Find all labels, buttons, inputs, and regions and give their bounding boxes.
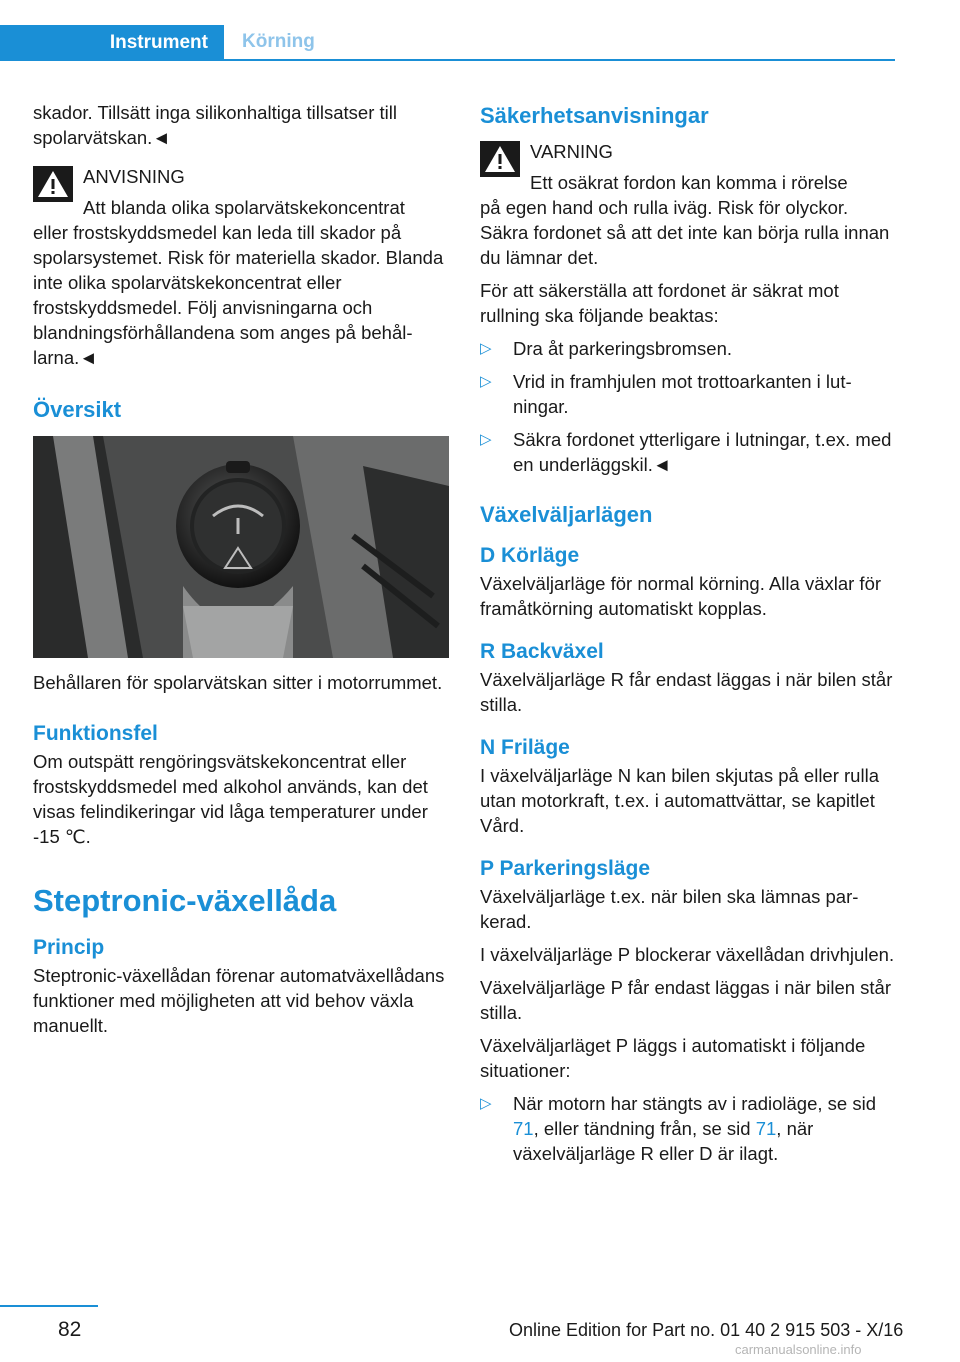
principle-text: Steptronic-växellådan förenar automatväxellådans funktioner med möjligheten att vid behov växla manuellt. [33,965,445,1036]
warning-first-line: Ett osäkrat fordon kan komma i rörelse [530,172,848,193]
list-item: ▷ Säkra fordonet ytterligare i lutningar, t.ex. med en underläggskil.◄ [480,429,892,475]
header-rule [0,59,895,61]
bullet-arrow-icon: ▷ [480,340,492,357]
tab-korning[interactable]: Körning [242,31,315,52]
page-number: 82 [58,1318,82,1341]
malfunction-text: Om outspätt rengöringsvätskekoncentrat eller frostskyddsmedel med alkohol används, kan det visas felindikeringar vid låga temperaturer under ‑15 ℃. [33,751,428,847]
warning-triangle-icon [480,141,520,177]
steptronic-heading: Steptronic-växellåda [33,883,337,918]
warning-triangle-icon [33,166,73,202]
photo-caption: Behållaren för spolarvätskan sitter i motorrummet. [33,672,443,693]
n-mode-heading: N Friläge [480,736,570,759]
left-column [33,100,449,1046]
notice-rest: eller frostskyddsmedel kan leda till skador på spolarsystemet. Risk för materiella skador. Blanda inte olika spolarvätskekoncentrat eller frostskyddsmedel. Följ anvisningarna och blandningsförhållandena som anges på behållarna.◄ [33,222,444,368]
bullet-arrow-icon: ▷ [480,373,492,390]
modes-heading: Växelväljarlägen [480,502,653,527]
p-mode-text-3: Växelväljarläge P får endast läggas i när bilen står stilla. [480,977,892,1023]
notice-block [33,164,449,370]
p-mode-text-1: Växelväljarläge t.ex. när bilen ska lämnas parkerad. [480,886,859,932]
watermark: carmanualsonline.info [735,1342,862,1357]
notice-text [33,195,449,370]
principle-heading: Princip [33,936,105,959]
header-tab-bar [0,25,895,61]
footer-rule [0,1305,98,1307]
p-mode-heading: P Parkeringsläge [480,857,651,880]
d-mode-heading: D Körläge [480,544,580,567]
p-mode-text-2: I växelväljarläge P blockerar växellådan drivhjulen. [480,944,895,965]
list-item: ▷ Vrid in framhjulen mot trottoarkanten i lutningar. [480,371,852,417]
page-link-71[interactable]: 71 [513,1118,534,1139]
d-mode-text: Växelväljarläge för normal körning. Alla växlar för framåtkörning automatiskt kopplas. [480,573,882,619]
washer-fluid-reservoir-photo [33,436,449,658]
list-item: ▷ När motorn har stängts av i radioläge, se sid 71, eller tändning från, se sid 71, när växelväljarläge R eller D är ilagt. [480,1093,876,1164]
safety-bullet-list [480,336,896,477]
bullet-arrow-icon: ▷ [480,1095,492,1112]
notice-first-line: Att blanda olika spolarvätskekoncentrat [83,197,405,218]
tab-instrument[interactable]: Instrument [0,25,224,61]
malfunction-heading: Funktionsfel [33,722,158,745]
p-mode-bullet-list [480,1091,896,1166]
warning-title: VARNING [530,141,613,162]
notice-title: ANVISNING [83,166,185,187]
page-link-71[interactable]: 71 [755,1118,777,1139]
bullet-arrow-icon: ▷ [480,431,492,448]
intro-text: skador. Tillsätt inga silikonhaltiga tillsatser till spolarvätskan.◄ [33,102,397,148]
overview-heading: Översikt [33,397,122,422]
r-mode-heading: R Backväxel [480,640,604,663]
warning-rest: på egen hand och rulla iväg. Risk för olyckor. Säkra fordonet så att det inte kan börja rulla innan du lämnar det. [480,197,890,268]
ensure-text: För att säkerställa att fordonet är säkrat mot rullning ska följande beaktas: [480,280,839,326]
n-mode-text: I växelväljarläge N kan bilen skjutas på eller rulla utan motorkraft, t.ex. i automattvättar, se kapitlet Vård. [480,765,879,836]
warning-text [480,170,896,270]
right-column [480,100,896,1174]
r-mode-text: Växelväljarläge R får endast läggas i när bilen står stilla. [480,669,893,715]
warning-block [480,139,896,270]
p-mode-text-4: Växelväljarläget P läggs i automatiskt i följande situationer: [480,1035,866,1081]
edition-text: Online Edition for Part no. 01 40 2 915 503 - X/16 [509,1320,904,1340]
list-item: ▷ Dra åt parkeringsbromsen. [480,338,733,359]
safety-heading: Säkerhetsanvisningar [480,103,709,128]
